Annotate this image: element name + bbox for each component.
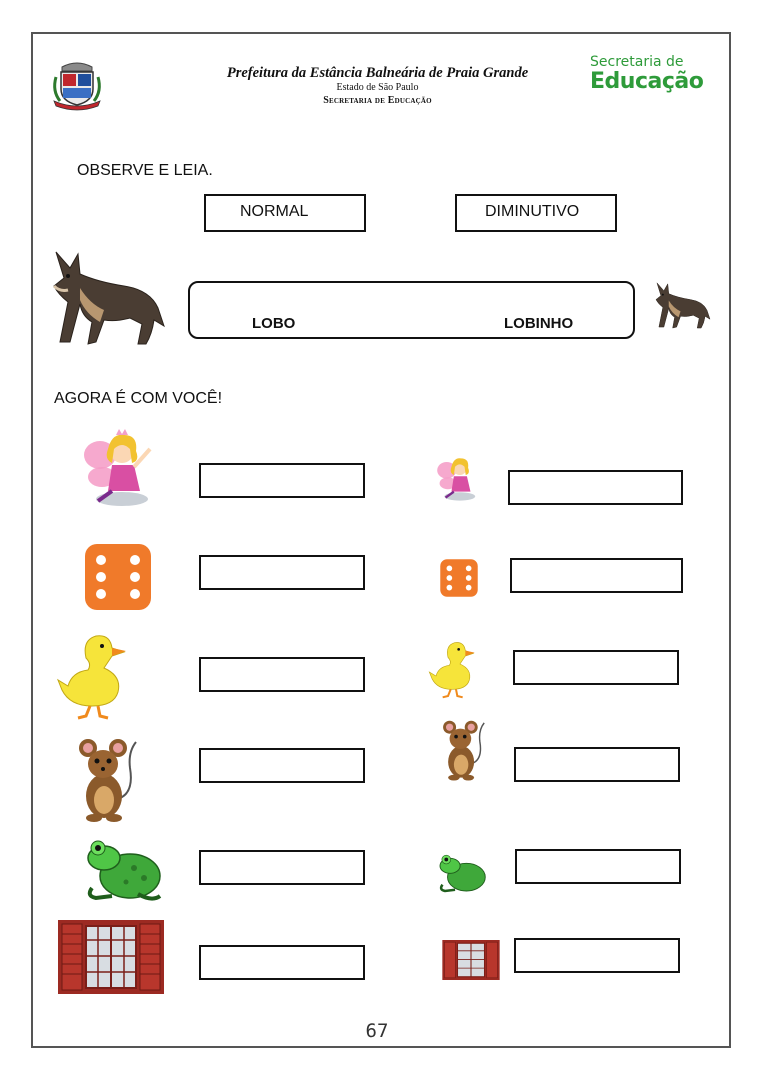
header-department: Secretaria de Educação	[323, 95, 432, 106]
answer-box-normal-2[interactable]	[199, 555, 365, 590]
answer-box-normal-4[interactable]	[199, 748, 365, 783]
answer-box-normal-6[interactable]	[199, 945, 365, 980]
secretaria-logo	[590, 54, 704, 94]
answer-box-diminutive-6[interactable]	[514, 938, 680, 973]
wolf-small-icon	[650, 276, 714, 330]
answer-box-diminutive-4[interactable]	[514, 747, 680, 782]
example-diminutive-word: LOBINHO	[504, 315, 574, 332]
column-diminutive-label: DIMINUTIVO	[455, 194, 617, 232]
column-normal-label: NORMAL	[204, 194, 366, 232]
answer-box-normal-1[interactable]	[199, 463, 365, 498]
window-small-icon	[442, 940, 500, 980]
frog-large-icon	[82, 836, 164, 906]
answer-box-diminutive-1[interactable]	[508, 470, 683, 505]
answer-box-diminutive-2[interactable]	[510, 558, 683, 593]
fairy-large-icon	[82, 427, 156, 509]
answer-box-diminutive-5[interactable]	[515, 849, 681, 884]
logo-top-text: Secretaria de	[590, 54, 684, 70]
header-state: Estado de São Paulo	[336, 82, 419, 93]
answer-box-normal-3[interactable]	[199, 657, 365, 692]
wolf-large-icon	[46, 238, 168, 348]
duck-large-icon	[56, 628, 128, 720]
duck-small-icon	[428, 637, 476, 699]
header-title: Prefeitura da Estância Balneária de Praia Grande	[226, 65, 529, 81]
window-large-icon	[58, 920, 164, 994]
frog-small-icon	[436, 852, 488, 896]
mouse-large-icon	[76, 738, 140, 824]
page-number: 67	[365, 1020, 389, 1042]
instruction-observe: OBSERVE E LEIA.	[77, 162, 213, 179]
header	[180, 64, 575, 108]
die-small-icon	[438, 557, 480, 599]
die-large-icon	[81, 540, 155, 614]
fairy-small-icon	[436, 452, 480, 504]
example-box	[188, 281, 635, 339]
answer-box-normal-5[interactable]	[199, 850, 365, 885]
answer-box-diminutive-3[interactable]	[513, 650, 679, 685]
mouse-small-icon	[440, 720, 488, 782]
city-crest-icon	[50, 57, 104, 111]
instruction-your-turn: AGORA É COM VOCÊ!	[54, 390, 223, 407]
example-normal-word: LOBO	[252, 315, 296, 332]
logo-bottom-text: Educação	[590, 69, 704, 94]
